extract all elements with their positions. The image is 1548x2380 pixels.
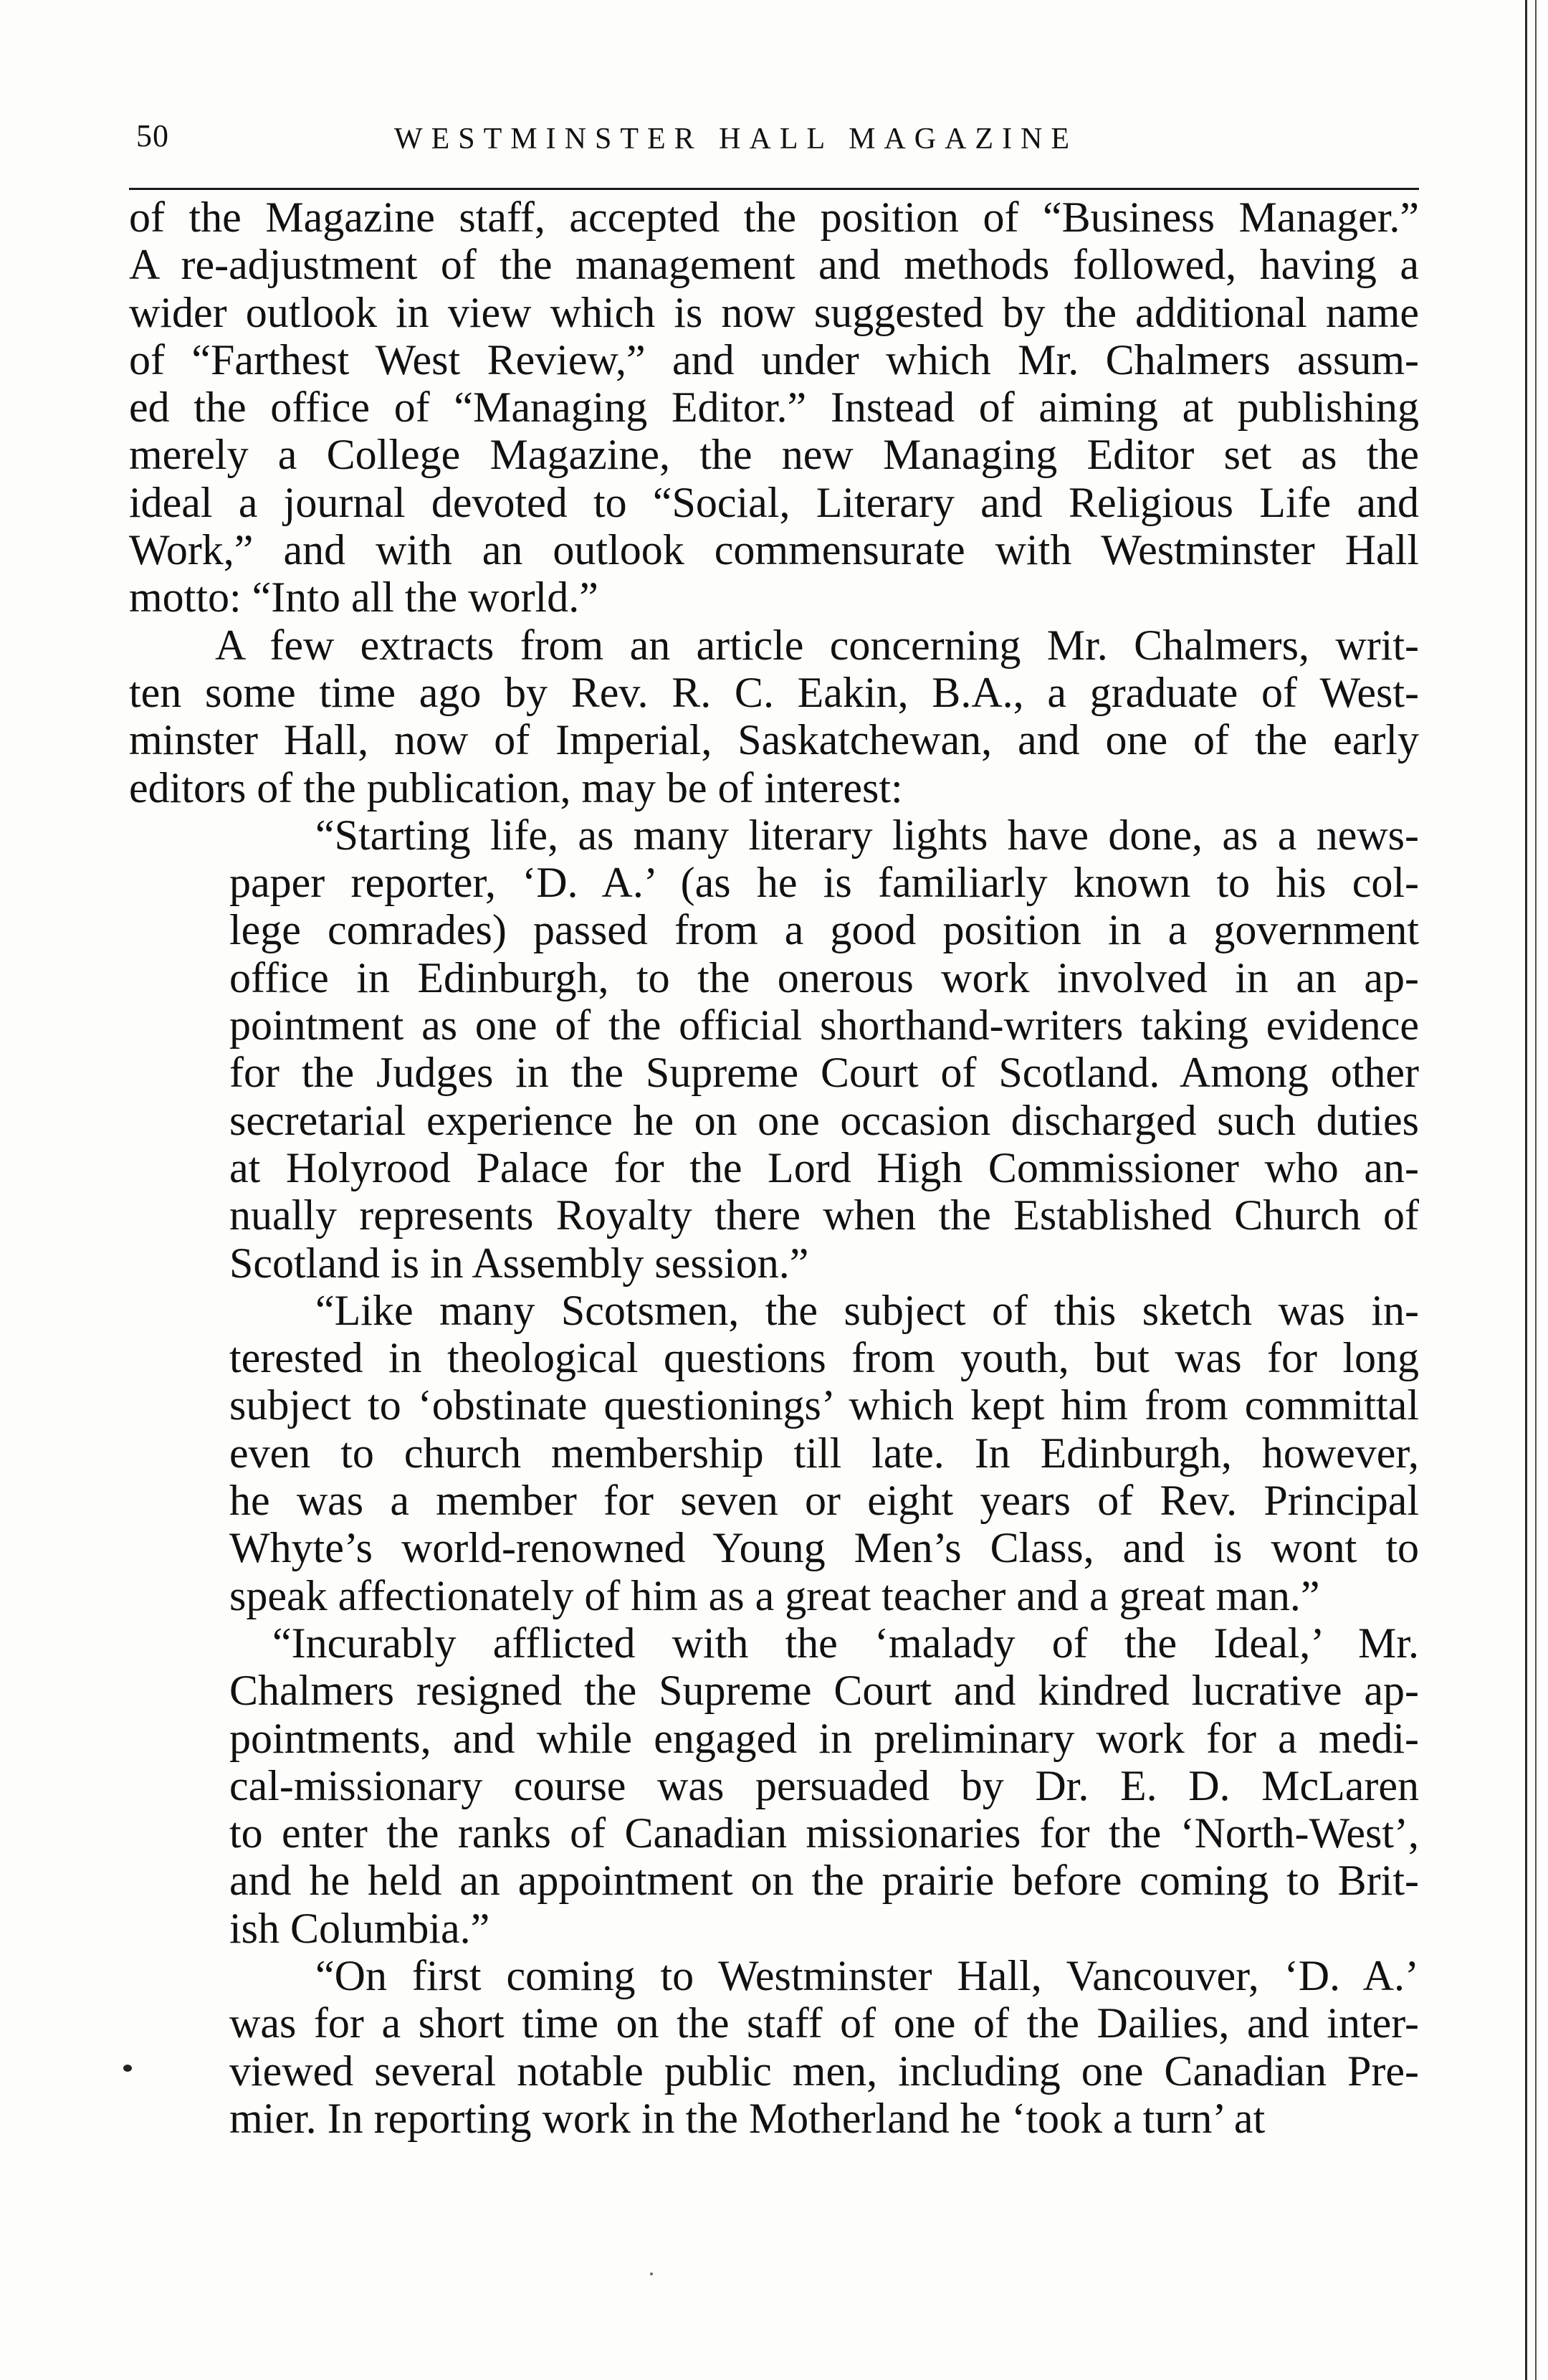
quoted-paragraph [229, 1952, 1419, 2142]
quoted-paragraph [229, 1287, 1419, 1619]
header-rule [129, 188, 1419, 190]
page-edge-line-inner [1535, 0, 1537, 2380]
page-number: 50 [136, 118, 169, 153]
text-line: viewed several notable public men, including one Canadian Pre- [229, 2047, 1419, 2095]
article-body [129, 194, 1419, 2142]
text-line: ish Columbia.” [229, 1904, 490, 1952]
text-line: secretarial experience he on one occasion discharged such duties [229, 1096, 1419, 1144]
text-line: even to church membership till late. In Edinburgh, however, [229, 1429, 1419, 1477]
text-line: mier. In reporting work in the Motherland he ‘took a turn’ at [229, 2094, 1266, 2142]
text-line: pointment as one of the official shorthand-writers taking evidence [229, 1001, 1419, 1049]
text-line: “Incurably afflicted with the ‘malady of the Ideal,’ Mr. [229, 1619, 1419, 1667]
text-line: A few extracts from an article concerning Mr. Chalmers, writ- [129, 621, 1419, 669]
text-line: of “Farthest West Review,” and under which Mr. Chalmers assum- [129, 335, 1419, 384]
text-line: motto: “Into all the world.” [129, 573, 598, 622]
page-edge-line [1525, 0, 1527, 2380]
text-line: speak affectionately of him as a great teacher and a great man.” [229, 1571, 1320, 1619]
paper-speck [650, 2272, 653, 2275]
text-line: for the Judges in the Supreme Court of Scotland. Among other [229, 1049, 1419, 1097]
text-line: pointments, and while engaged in preliminary work for a medi- [229, 1714, 1419, 1762]
quoted-paragraph [229, 811, 1419, 1287]
text-line: wider outlook in view which is now suggested by the additional name [129, 288, 1419, 336]
text-line: at Holyrood Palace for the Lord High Commissioner who an- [229, 1143, 1419, 1191]
text-line: paper reporter, ‘D. A.’ (as he is familiarly known to his col- [229, 859, 1419, 907]
text-line: minster Hall, now of Imperial, Saskatchewan, and one of the early [129, 716, 1419, 764]
text-line: office in Edinburgh, to the onerous work involved in an ap- [229, 953, 1419, 1001]
text-line: of the Magazine staff, accepted the position of “Business Manager.” [129, 194, 1419, 241]
text-line: and he held an appointment on the prairie before coming to Brit- [229, 1857, 1419, 1905]
text-line: “Like many Scotsmen, the subject of this sketch was in- [229, 1286, 1419, 1334]
quoted-paragraph [229, 1619, 1419, 1952]
text-line: merely a College Magazine, the new Managing Editor set as the [129, 431, 1419, 479]
running-header [129, 115, 1419, 172]
text-line: ten some time ago by Rev. R. C. Eakin, B.A., a graduate of West- [129, 668, 1419, 716]
text-line: Whyte’s world-renowned Young Men’s Class, and is wont to [229, 1524, 1419, 1572]
text-line: cal-missionary course was persuaded by Dr. E. D. McLaren [229, 1761, 1419, 1809]
text-line: terested in theological questions from youth, but was for long [229, 1334, 1419, 1382]
text-line: subject to ‘obstinate questionings’ which kept him from committal [229, 1381, 1419, 1429]
text-line: lege comrades) passed from a good position in a government [229, 906, 1419, 954]
paragraph [129, 622, 1419, 811]
text-line: “On first coming to Westminster Hall, Vancouver, ‘D. A.’ [229, 1951, 1419, 1999]
text-line: nually represents Royalty there when the Established Church of [229, 1191, 1419, 1239]
text-line: ideal a journal devoted to “Social, Literary and Religious Life and [129, 478, 1419, 526]
text-line: “Starting life, as many literary lights have done, as a news- [229, 811, 1419, 859]
text-line: to enter the ranks of Canadian missionaries for the ‘North-West’, [229, 1809, 1419, 1857]
text-line: he was a member for seven or eight years of Rev. Principal [229, 1477, 1419, 1525]
paragraph [129, 194, 1419, 622]
text-line: was for a short time on the staff of one of the Dailies, and inter- [229, 1999, 1419, 2047]
text-line: ed the office of “Managing Editor.” Instead of aiming at publishing [129, 384, 1419, 432]
text-line: Chalmers resigned the Supreme Court and kindred lucrative ap- [229, 1667, 1419, 1715]
margin-mark [123, 2065, 132, 2072]
text-line: editors of the publication, may be of interest: [129, 763, 903, 811]
running-title: WESTMINSTER HALL MAGAZINE [394, 123, 1079, 156]
text-line: Work,” and with an outlook commensurate with Westminster Hall [129, 526, 1419, 574]
text-line: Scotland is in Assembly session.” [229, 1239, 809, 1287]
text-line: A re-adjustment of the management and methods followed, having a [129, 241, 1419, 289]
